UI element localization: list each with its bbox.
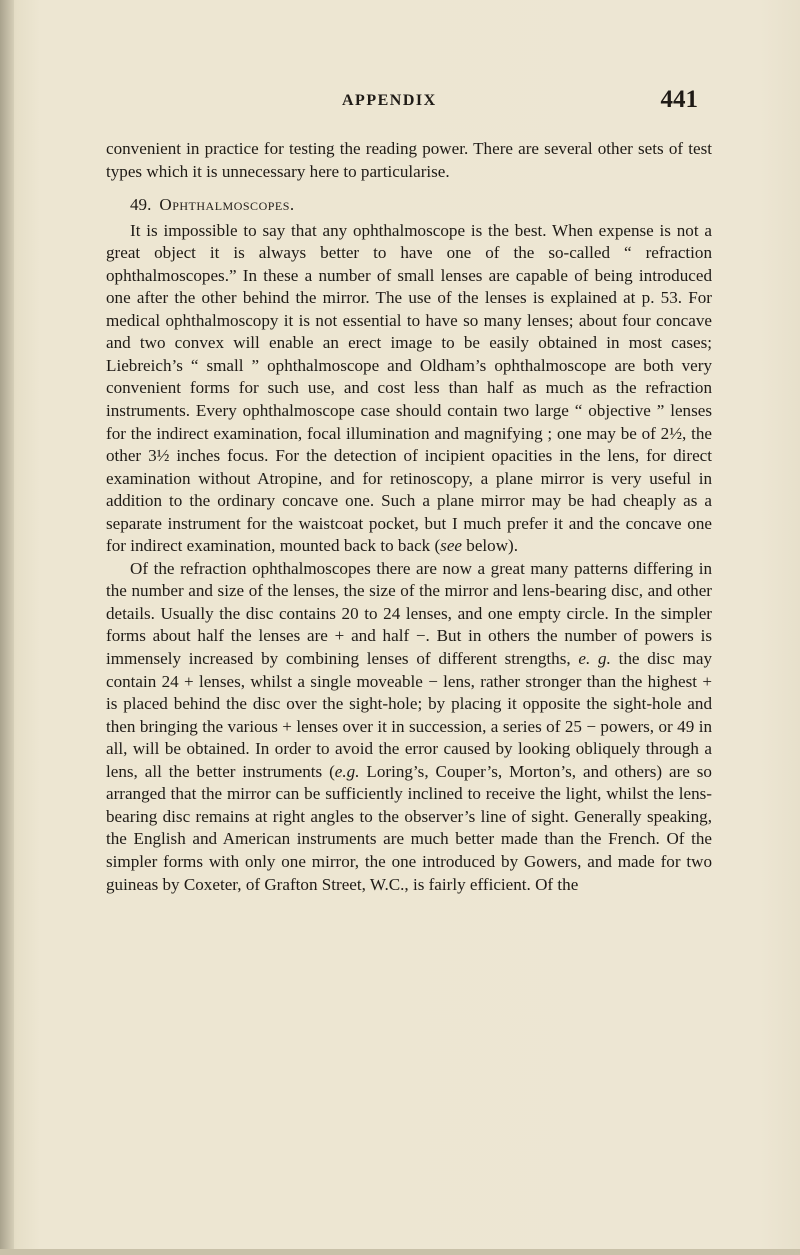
binding-gutter [0, 0, 14, 1255]
paragraph-2 [106, 558, 712, 896]
paragraph-intro-text: convenient in practice for testing the reading power. There are several other sets of test types which it is unnecessary here to particularise. [106, 139, 712, 181]
body-text [106, 138, 712, 896]
paragraph-1-end: below). [462, 536, 519, 556]
paragraph-intro [106, 138, 712, 183]
section-number: 49. [130, 195, 152, 215]
paragraph-2-text-a: Of the refraction ophthalmoscopes there are now a great many patterns differing in the number and size of the lenses, the size of the mirror and lens-bearing disc, and other details. Usually the disc contains 20 to 24 lenses, and one empty circle. In the simpler forms about half the lenses are + and half −. But in others the number of powers is immensely increased by combining lenses of different strengths, [106, 558, 712, 669]
running-head: APPENDIX [342, 92, 437, 109]
paragraph-1 [106, 220, 712, 558]
paragraph-2-text-c: Loring’s, Couper’s, Morton’s, and others) are so arranged that the mirror can be sufficiently inclined to receive the light, whilst the lens-bearing disc remains at right angles to the observer’s line of sight. Generally speaking, the English and American instruments are much better made than the French. Of the simpler forms with only one mirror, the one introduced by Gowers, and made for two guineas by Coxeter, of Grafton Street, W.C., is fairly efficient. Of the [106, 761, 712, 894]
section-title: Ophthalmoscopes. [159, 195, 295, 215]
page-bottom-edge [0, 1249, 800, 1255]
paragraph-2-text-b: the disc may contain 24 + lenses, whilst a single moveable − lens, rather stronger than the highest + is placed behind the disc over the sight-hole; by placing it opposite the sight-hole and then bringing the various + lenses over it in succession, a series of 25 − powers, or 49 in all, will be obtained. In order to avoid the error caused by looking obliquely through a lens, all the better instruments ( [106, 649, 712, 781]
page-number: 441 [660, 86, 698, 113]
section-heading [106, 194, 712, 217]
see-reference: see [440, 536, 462, 556]
eg-abbrev-1: e. g. [578, 649, 611, 669]
page-header [110, 88, 710, 120]
eg-abbrev-2: e.g. [334, 761, 360, 781]
paragraph-1-text: It is impossible to say that any ophthalmoscope is the best. When expense is not a great object it is always better to have one of the so-called “ refraction ophthalmoscopes.” In these a number of small lenses are capable of being introduced one after the other behind the mirror. The use of the lenses is explained at p. 53. For medical ophthalmoscopy it is not essential to have so many lenses; about four concave and two convex will enable an erect image to be easily obtained in most cases; Liebreich’s “ small ” ophthalmoscope and Oldham’s ophthalmoscope are both very convenient forms for such use, and cost less than half as much as the refraction instruments. Every ophthalmoscope case should contain two large “ objective ” lenses for the indirect examination, focal illumination and magnifying ; one may be of 2½, the other 3½ inches focus. For the detection of incipient opacities in the lens, for direct examination without Atropine, and for retinoscopy, a plane mirror is very useful in addition to the ordinary concave one. Such a plane mirror may be had cheaply as a separate instrument for the waistcoat pocket, but I much prefer it and the concave one for indirect examination, mounted back to back ( [106, 220, 712, 556]
